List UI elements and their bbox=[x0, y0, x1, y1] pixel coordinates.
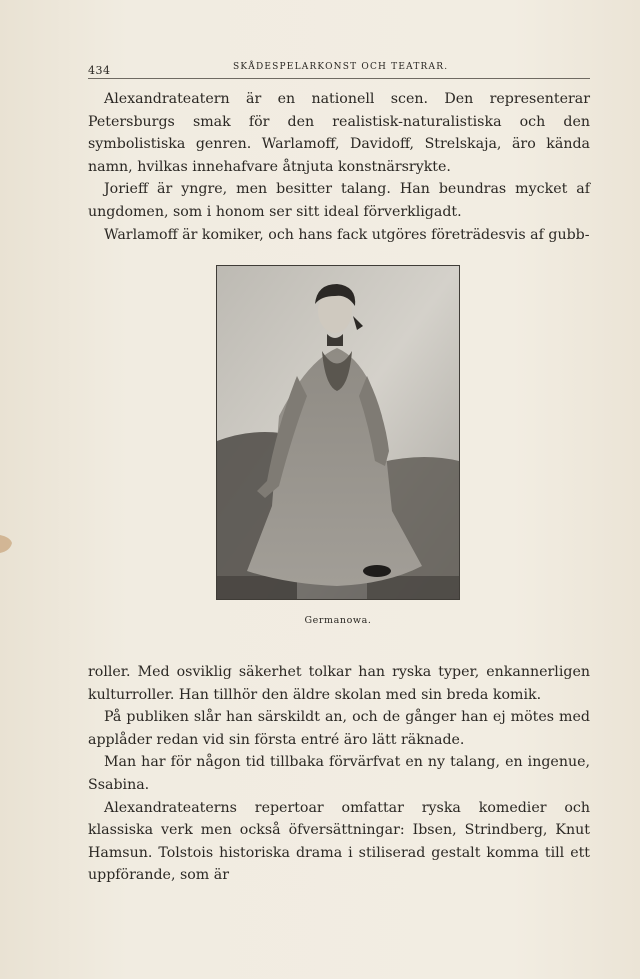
paragraph: På publiken slår han särskildt an, och de gånger han ej mötes med applåder redan vid sin första entré äro lätt räknade. bbox=[88, 709, 590, 748]
paper-stain bbox=[0, 533, 14, 555]
portrait-illustration bbox=[217, 266, 459, 599]
paragraph: Warlamoff är komiker, och hans fack utgöres företrädesvis af gubb- bbox=[104, 226, 590, 243]
top-text-block bbox=[88, 88, 590, 246]
paragraph: Man har för någon tid tillbaka förvärfvat en ny talang, en ingenue, Ssabina. bbox=[88, 754, 590, 793]
page-number: 434 bbox=[88, 64, 111, 77]
portrait-photograph bbox=[216, 265, 460, 600]
paragraph: Jorieff är yngre, men besitter talang. Han beundras mycket af ungdomen, som i honom ser sitt ideal förverkligadt. bbox=[88, 181, 590, 220]
paragraph: Alexandrateaterns repertoar omfattar ryska komedier och klassiska verk men också öfversättningar: Ibsen, Strindberg, Knut Hamsun. Tolstois historiska drama i stiliserad gestalt komma till ett uppförande, som är bbox=[88, 799, 590, 884]
paragraph: Alexandrateatern är en nationell scen. Den representerar Petersburgs smak för den realistisk-naturalistiska och den symbolistiska genren. Warlamoff, Davidoff, Strelskaja, äro kända namn, hvilkas innehafvare åtnjuta konstnärsrykte. bbox=[88, 91, 590, 175]
figure-caption: Germanowa. bbox=[304, 615, 372, 626]
page-header bbox=[88, 60, 590, 79]
running-head: SKÅDESPELARKONST OCH TEATRAR. bbox=[233, 62, 449, 72]
paragraph: roller. Med osviklig säkerhet tolkar han ryska typer, enkannerligen kulturroller. Han tillhör den äldre skolan med sin breda komik. bbox=[88, 664, 590, 703]
bottom-text-block bbox=[88, 661, 590, 887]
